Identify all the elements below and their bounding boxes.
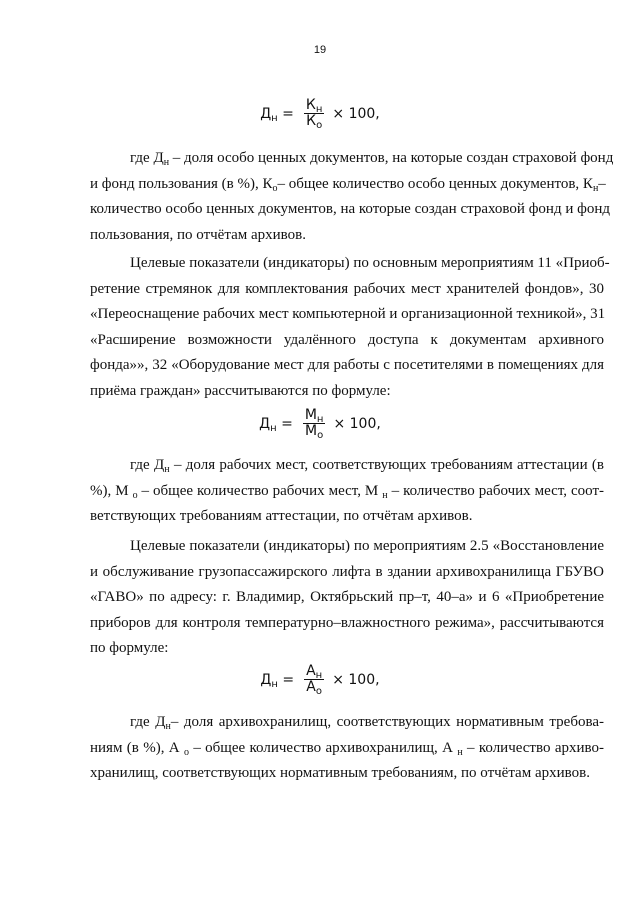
text-line: количество особо ценных документов, на которые создан страховой фонд и фонд <box>90 201 610 217</box>
text-line: хранилищ, соответствующих нормативным требованиям, по отчётам архивов. <box>90 765 590 781</box>
formula-multiplier: × 100, <box>332 105 380 122</box>
paragraph-2 <box>90 251 610 404</box>
paragraph-1 <box>90 146 614 248</box>
formula-lhs: $Д_н$ = <box>260 105 294 124</box>
text-line: пользования, по отчётам архивов. <box>90 226 306 243</box>
numerator: $К_н$ <box>305 97 323 115</box>
text-line: ветствующих требованиям аттестации, по отчётам архивов. <box>90 508 473 524</box>
formula-lhs: $Д_н$ = <box>260 671 295 690</box>
text-line: по формуле: <box>90 640 169 656</box>
text-line: приборов для контроля температурно–влажностного режима», рассчитываются <box>90 614 604 631</box>
text-line: где $Д_н$ – доля особо ценных документов, на которые создан страховой фонд <box>130 150 614 168</box>
numerator: $М_н$ <box>304 407 324 425</box>
formula-lhs: $Д_н$ = <box>259 415 293 434</box>
formula-fraction <box>304 664 324 695</box>
paragraph-5 <box>90 710 604 787</box>
text-line: и обслуживание грузопассажирского лифта в здании архивохранилища ГБУВО <box>90 563 604 580</box>
formula-fraction <box>304 98 325 129</box>
text-line: «Переоснащение рабочих мест компьютерной и организационной техникой», 31 <box>90 306 606 322</box>
text-line: Целевые показатели (индикаторы) по мероприятиям 2.5 «Восстановление <box>130 538 604 554</box>
text-line: где $Д_н$ – доля рабочих мест, соответствующих требованиям аттестации (в <box>130 457 604 475</box>
page-number: 19 <box>313 44 327 56</box>
formula-2 <box>0 408 640 439</box>
text-line: ретение стремянок для комплектования рабочих мест хранителей фондов», 30 <box>90 280 604 297</box>
text-line: приёма граждан» рассчитываются по формуле: <box>90 382 391 399</box>
numerator: $А_н$ <box>306 663 323 681</box>
denominator: $М_о$ <box>305 423 324 441</box>
formula-fraction <box>303 408 326 439</box>
paragraph-4 <box>90 534 604 662</box>
formula-3 <box>0 664 640 695</box>
text-line: Целевые показатели (индикаторы) по основным мероприятиям 11 «Приоб- <box>130 255 610 271</box>
text-line: %), М $_о$ – общее количество рабочих мест, М $_н$ – количество рабочих мест, соот- <box>90 482 605 501</box>
text-line: и фонд пользования (в %), $К_о-$ общее количество особо ценных документов, $К_н-$ <box>90 175 606 194</box>
denominator: $А_о$ <box>306 679 322 697</box>
paragraph-3 <box>90 453 604 530</box>
formula-1 <box>0 98 640 129</box>
text-line: ниям (в %), А $_о$ – общее количество архивохранилищ, А $_н$ – количество архиво- <box>90 739 604 758</box>
text-line: «Расширение возможности удалённого доступа к документам архивного <box>90 331 604 348</box>
text-line: где $Д_н-$ доля архивохранилищ, соответствующих нормативным требова- <box>130 714 604 732</box>
formula-multiplier: × 100, <box>332 671 380 688</box>
text-line: фонда»», 32 «Оборудование мест для работы с посетителями в помещениях для <box>90 357 604 373</box>
formula-multiplier: × 100, <box>333 415 381 432</box>
denominator: $К_о$ <box>306 113 323 131</box>
text-line: «ГАВО» по адресу: г. Владимир, Октябрьский пр–т, 40–а» и 6 «Приобретение <box>90 589 604 605</box>
